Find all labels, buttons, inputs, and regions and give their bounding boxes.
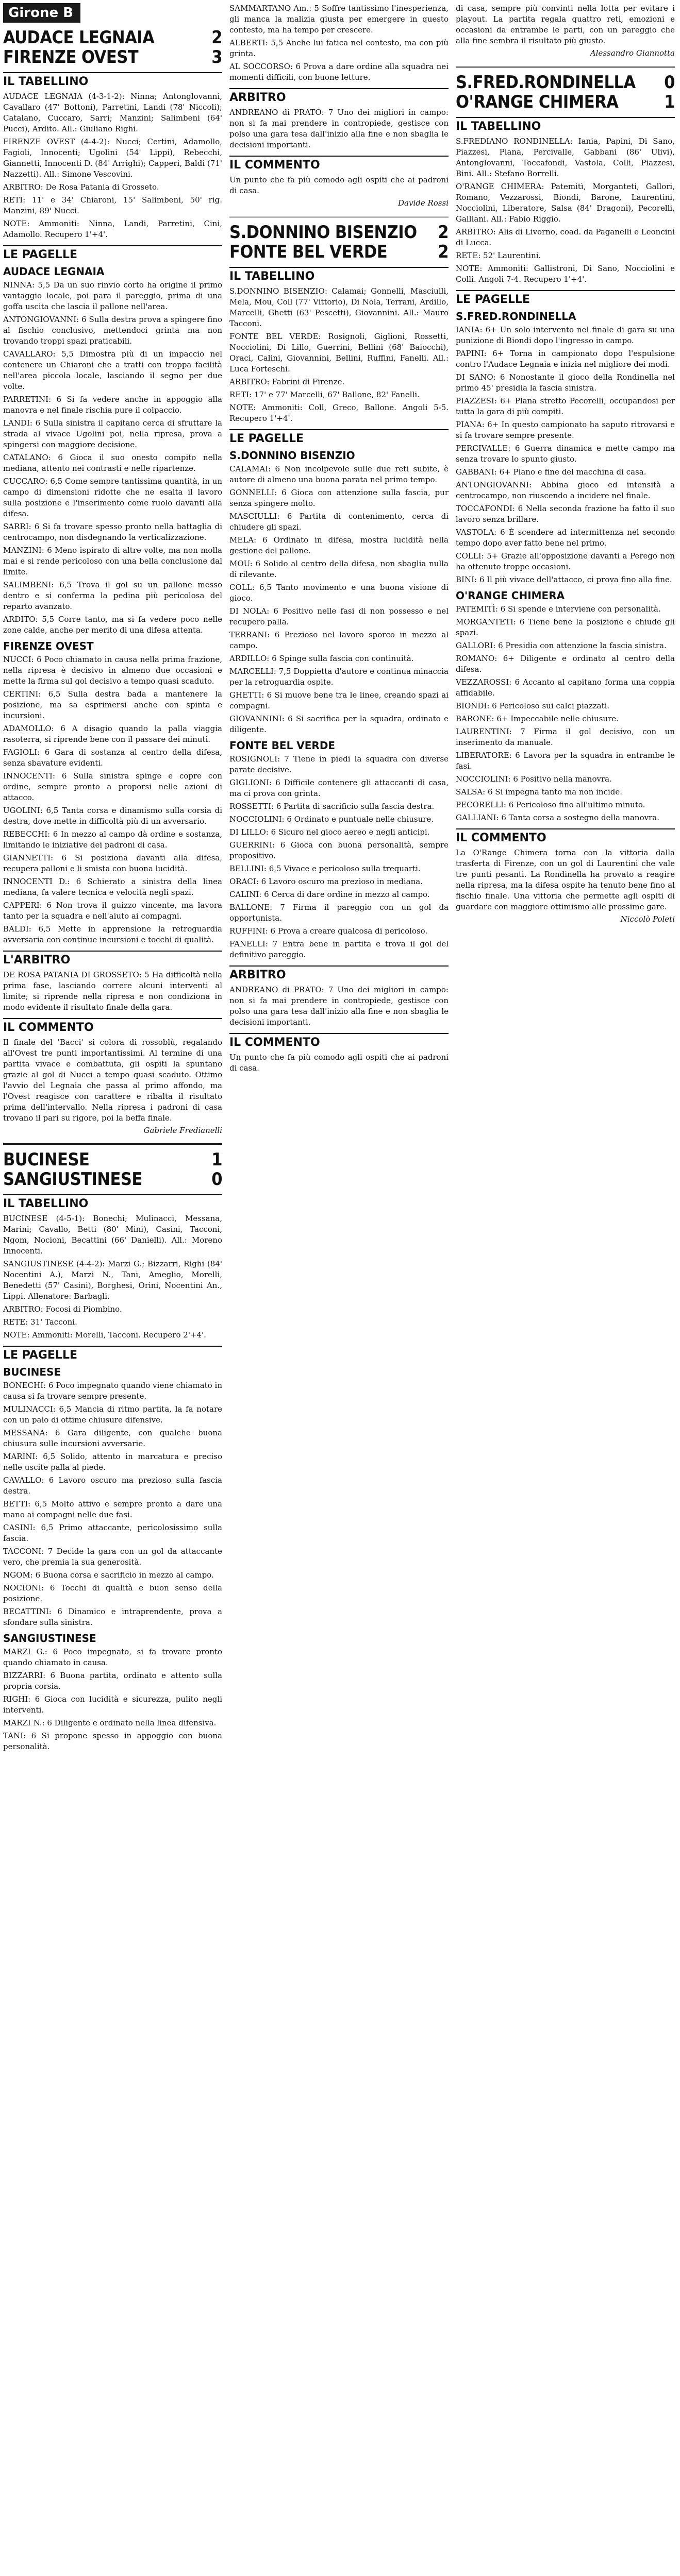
section-title: LE PAGELLE — [456, 290, 675, 306]
text-paragraph: BALLONE: 7 Firma il pareggio con un gol da opportunista. — [229, 903, 449, 923]
comment-text: Il finale del 'Bacci' si colora di rossoblù, regalando all'Ovest tre punti importantissimi. Al termine di una partita vivace e combattuta, gli ospiti la spuntano grazie al gol di Nucci a tempo quasi scaduto. Ottimo l'avvio del Legnaia che passa al primo affondo, ma l'Ovest reagisce con carattere e ribalta il risultato prima dell'intervallo. Nella ripresa i padroni di casa trovano il pari su rigore, poi la beffa finale. — [3, 1038, 222, 1123]
text-paragraph: DI NOLA: 6 Positivo nelle fasi di non possesso e nel recupero palla. — [229, 606, 449, 626]
team-heading: BUCINESE — [3, 1366, 61, 1378]
text-paragraph: NOTE: Ammoniti: Gallistroni, Di Sano, Nocciolini e Colli. Angoli 7-4. Recupero 1'+4'. — [456, 264, 675, 284]
author-signature: Davide Rossi — [397, 198, 449, 208]
text-paragraph: ARBITRO: Alis di Livorno, coad. da Paganelli e Leoncini di Lucca. — [456, 227, 675, 247]
section-title: IL TABELLINO — [229, 267, 449, 283]
text-paragraph: GHETTI: 6 Si muove bene tra le linee, creando spazi ai compagni. — [229, 690, 449, 710]
text-paragraph: MASCIULLI: 6 Partita di contenimento, cerca di chiudere gli spazi. — [229, 512, 449, 532]
text-paragraph: VASTOLA: 6 È scendere ad intermittenza nel secondo tempo dopo aver fatto bene nel primo. — [456, 528, 675, 548]
text-paragraph: CALAMAI: 6 Non incolpevole sulle due reti subite, è autore di almeno una buona parata nel primo tempo. — [229, 464, 449, 484]
text-paragraph: RETI: 11' e 34' Chiaroni, 15' Salimbeni, 50' rig. Manzini, 89' Nucci. — [3, 195, 222, 215]
home-score: 1 — [211, 1149, 222, 1170]
match-result — [3, 1150, 222, 1189]
away-score: 2 — [438, 242, 449, 262]
referee-text: ANDREANO di PRATO: 7 Uno dei migliori in campo: non si fa mai prendere in contropiede, gestisce con polso una gara tesa dall'inizio alla fine e non sbaglia le decisioni importanti. — [229, 985, 449, 1027]
player-ratings — [456, 604, 675, 823]
text-paragraph: LAURENTINI: 7 Firma il gol decisivo, con un inserimento da manuale. — [456, 727, 675, 747]
tabellino — [3, 91, 222, 240]
player-ratings — [229, 464, 449, 735]
comment-text: La O'Range Chimera torna con la vittoria dalla trasferta di Firenze, con un gol di Laurentini che vale tre punti pesanti. La Rondinella ha provato a reagire nella ripresa, ma la difesa ospite ha tenuto bene fino al fischio finale. Una vittoria che permette agli ospiti di guardare con maggiore ottimismo alle prossime gare. — [456, 848, 675, 911]
text-paragraph: ANTONGIOVANNI: Abbina gioco ed intensità a centrocampo, non riuscendo a incidere nel finale. — [456, 480, 675, 500]
text-paragraph: RIGHI: 6 Gioca con lucidità e sicurezza, pulito negli interventi. — [3, 1694, 222, 1715]
text-paragraph: MESSANA: 6 Gara diligente, con qualche buona chiusura sulle incursioni avversarie. — [3, 1428, 222, 1448]
text-paragraph: SARRI: 6 Si fa trovare spesso pronto nella battaglia di centrocampo, non disdegnando la verticalizzazione. — [3, 522, 222, 542]
match-away-row — [3, 47, 222, 67]
text-paragraph: MARCELLI: 7,5 Doppietta d'autore e continua minaccia per la retroguardia ospite. — [229, 667, 449, 687]
text-paragraph: CAVALLO: 6 Lavoro oscuro ma prezioso sulla fascia destra. — [3, 1476, 222, 1496]
text-paragraph: NOCCIOLINI: 6 Positivo nella manovra. — [456, 774, 612, 784]
section-title: LE PAGELLE — [3, 1346, 222, 1362]
text-paragraph: REBECCHI: 6 In mezzo al campo dà ordine e sostanza, limitando le iniziative dei padroni di casa. — [3, 829, 222, 850]
tabellino — [229, 286, 449, 424]
away-score: 0 — [211, 1169, 222, 1190]
home-team: BUCINESE — [3, 1149, 90, 1170]
text-paragraph: PAPINI: 6+ Torna in campionato dopo l'espulsione contro l'Audace Legnaia e inizia nel migliore dei modi. — [456, 349, 675, 369]
match-home-row — [456, 73, 675, 92]
separator — [456, 66, 675, 67]
text-paragraph: DI SANO: 6 Nonostante il gioco della Rondinella nel primo 45' presidia la fascia sinistra. — [456, 372, 675, 393]
player-ratings — [3, 654, 222, 945]
text-paragraph: ROMANO: 6+ Diligente e ordinato al centro della difesa. — [456, 654, 675, 674]
text-paragraph: BELLINI: 6,5 Vivace e pericoloso sulla trequarti. — [229, 864, 421, 873]
text-paragraph: ARBITRO: Focosi di Piombino. — [3, 1304, 122, 1314]
match-away-row — [456, 92, 675, 112]
text-paragraph: FANELLI: 7 Entra bene in partita e trova il gol del definitivo pareggio. — [229, 939, 449, 959]
section-title: IL TABELLINO — [3, 1194, 222, 1210]
text-paragraph: MULINACCI: 6,5 Mancia di ritmo partita, la fa notare con un paio di ottime chiusure difensive. — [3, 1404, 222, 1425]
section-title: IL COMMENTO — [229, 156, 449, 172]
text-paragraph: BALDI: 6,5 Mette in apprensione la retroguardia avversaria con continue incursioni e tocchi di qualità. — [3, 924, 222, 944]
text-paragraph: COLL: 6,5 Tanto movimento e una buona visione di gioco. — [229, 583, 449, 603]
text-paragraph: COLLI: 5+ Grazie all'opposizione davanti a Perego non ha ottenuto troppe occasioni. — [456, 551, 675, 571]
newspaper-page — [3, 3, 677, 2576]
text-paragraph: BARONE: 6+ Impeccabile nelle chiusure. — [456, 714, 619, 723]
text-paragraph: IANIA: 6+ Un solo intervento nel finale di gara su una punizione di Biondi dopo l'ingresso in campo. — [456, 325, 675, 345]
girone-label: Girone B — [3, 3, 80, 23]
text-paragraph: NOCCIOLINI: 6 Ordinato e puntuale nelle chiusure. — [229, 815, 434, 824]
text-paragraph: NGOM: 6 Buona corsa e sacrificio in mezzo al campo. — [3, 1570, 214, 1580]
home-score: 2 — [211, 27, 222, 48]
text-paragraph: CASINI: 6,5 Primo attaccante, pericolosissimo sulla fascia. — [3, 1523, 222, 1543]
text-paragraph: RUFFINI: 6 Prova a creare qualcosa di pericoloso. — [229, 926, 428, 936]
text-paragraph: MOU: 6 Solido al centro della difesa, non sbaglia nulla di rilevante. — [229, 559, 449, 579]
text-paragraph: CALINI: 6 Cerca di dare ordine in mezzo al campo. — [229, 890, 430, 899]
author-signature: Gabriele Fredianelli — [143, 1126, 222, 1135]
section-title: ARBITRO — [229, 965, 449, 981]
text-paragraph: MARINI: 6,5 Solido, attento in marcatura e preciso nelle uscite palla al piede. — [3, 1452, 222, 1472]
section-title: IL COMMENTO — [456, 828, 675, 844]
text-paragraph: ARBITRO: Fabrini di Firenze. — [229, 377, 345, 386]
text-paragraph: S.DONNINO BISENZIO: Calamai; Gonnelli, Masciulli, Mela, Mou, Coll (77' Vittorio), Di Nola, Terrani, Ardillo, Marcelli, Ghetti (63' Pescetti), Giovannini. All.: Mauro Tacconi. — [229, 286, 449, 328]
team-heading: S.DONNINO BISENZIO — [229, 449, 355, 462]
text-paragraph: MELA: 6 Ordinato in difesa, mostra lucidità nella gestione del pallone. — [229, 535, 449, 555]
column-1 — [3, 3, 222, 2576]
comment-text: Un punto che fa più comodo agli ospiti che ai padroni di casa. — [229, 1053, 449, 1073]
separator — [3, 1143, 222, 1145]
text-paragraph: ADAMOLLO: 6 A disagio quando la palla viaggia rasoterra, si riprende bene con il passare dei minuti. — [3, 724, 222, 744]
match-away-row — [229, 242, 449, 262]
player-ratings — [3, 1380, 222, 1628]
separator — [229, 216, 449, 217]
home-team: S.FRED.RONDINELLA — [456, 72, 636, 93]
home-score: 0 — [664, 72, 675, 93]
home-team: AUDACE LEGNAIA — [3, 27, 155, 48]
away-team: O'RANGE CHIMERA — [456, 92, 619, 112]
text-paragraph: ALBERTI: 5,5 Anche lui fatica nel contesto, ma con più grinta. — [229, 38, 449, 58]
player-ratings — [456, 325, 675, 585]
text-paragraph: PATEMITÌ: 6 Si spende e interviene con personalità. — [456, 604, 661, 614]
text-paragraph: TACCONI: 7 Decide la gara con un gol da attaccante vero, che premia la sua generosità. — [3, 1547, 222, 1567]
team-heading: FONTE BEL VERDE — [229, 739, 336, 752]
away-team: FONTE BEL VERDE — [229, 242, 388, 262]
away-team: FIRENZE OVEST — [3, 47, 139, 67]
home-team: S.DONNINO BISENZIO — [229, 222, 417, 243]
text-paragraph: FIRENZE OVEST (4-4-2): Nucci; Certini, Adamollo, Fagioli, Innocenti; Ugolini (54' Lippi), Rebecchi, Giannetti, Innocenti D. (84' Arrighi); Capperi, Baldi (71' Nazzetti). All.: Simone Vescovini. — [3, 137, 222, 179]
text-paragraph: RETE: 52' Laurentini. — [456, 251, 541, 260]
text-paragraph: INNOCENTI: 6 Sulla sinistra spinge e copre con ordine, sempre pronto a proporsi nelle azioni di attacco. — [3, 771, 222, 802]
player-ratings — [3, 280, 222, 636]
text-paragraph: MARZI N.: 6 Diligente e ordinato nella linea difensiva. — [3, 1718, 217, 1727]
text-paragraph: GIOVANNINI: 6 Si sacrifica per la squadra, ordinato e diligente. — [229, 714, 449, 734]
column-3 — [456, 3, 675, 2576]
text-paragraph: RETE: 31' Tacconi. — [3, 1317, 77, 1327]
team-heading: AUDACE LEGNAIA — [3, 265, 105, 278]
text-paragraph: PARRETINI: 6 Si fa vedere anche in appoggio alla manovra e nel finale rischia pure il colpaccio. — [3, 395, 222, 415]
text-paragraph: CAVALLARO: 5,5 Dimostra più di un impaccio nel contenere un Chiaroni che a tratti con troppa facilità nell'area piccola locale, lasciando il segno per due volte. — [3, 349, 222, 391]
text-paragraph: UGOLINI: 6,5 Tanta corsa e dinamismo sulla corsia di destra, dove mette in difficoltà più di un avversario. — [3, 806, 222, 826]
text-paragraph: BONECHI: 6 Poco impegnato quando viene chiamato in causa si fa trovare sempre presente. — [3, 1381, 222, 1401]
text-paragraph: BINI: 6 Il più vivace dell'attacco, ci prova fino alla fine. — [456, 575, 672, 584]
comment-text: Un punto che fa più comodo agli ospiti che ai padroni di casa. — [229, 175, 449, 195]
referee-text: DE ROSA PATANIA DI GROSSETO: 5 Ha difficoltà nella prima fase, lasciando correre alcuni interventi al limite; si riprende nella ripresa e non condiziona in modo evidente il risultato finale della gara. — [3, 970, 222, 1012]
match-result — [456, 73, 675, 112]
text-paragraph: CATALANO: 6 Gioca il suo onesto compito nella mediana, attento nei contrasti e nelle ripartenze. — [3, 453, 222, 473]
text-paragraph: FAGIOLI: 6 Gara di sostanza al centro della difesa, senza sbavature evidenti. — [3, 748, 222, 768]
text-paragraph: TOCCAFONDI: 6 Nella seconda frazione ha fatto il suo lavoro senza brillare. — [456, 504, 675, 524]
text-paragraph: DI LILLO: 6 Sicuro nel gioco aereo e negli anticipi. — [229, 827, 430, 837]
section-title: IL COMMENTO — [229, 1033, 449, 1049]
text-paragraph: GALLIANI: 6 Tanta corsa a sostegno della manovra. — [456, 813, 659, 822]
text-paragraph: NOTE: Ammoniti: Morelli, Tacconi. Recupero 2'+4'. — [3, 1330, 206, 1340]
match-home-row — [3, 1150, 222, 1170]
text-paragraph: PECORELLI: 6 Pericoloso fino all'ultimo minuto. — [456, 800, 645, 809]
column-2 — [229, 3, 449, 2576]
text-paragraph: TERRANI: 6 Prezioso nel lavoro sporco in mezzo al campo. — [229, 630, 449, 650]
text-paragraph: SALSA: 6 Si impegna tanto ma non incide. — [456, 787, 623, 796]
text-paragraph: ORACI: 6 Lavoro oscuro ma prezioso in mediana. — [229, 877, 423, 886]
section-title: IL TABELLINO — [3, 72, 222, 88]
section-title: IL TABELLINO — [456, 117, 675, 133]
match-result — [3, 28, 222, 67]
team-heading: SANGIUSTINESE — [3, 1632, 96, 1645]
text-paragraph: SANGIUSTINESE (4-4-2): Marzi G.; Bizzarri, Righi (84' Nocentini A.), Marzi N., Tani, Ameglio, Morelli, Benedetti (57' Casini), Borghesi, Orini, Nocentini An., Lippi. Allenatore: Barbagli. — [3, 1259, 222, 1301]
tabellino — [456, 136, 675, 285]
text-paragraph: GALLORI: 6 Presidia con attenzione la fascia sinistra. — [456, 641, 667, 650]
text-paragraph: FONTE BEL VERDE: Rosignoli, Giglioni, Rossetti, Nocciolini, Di Lillo, Guerrini, Bellini (68' Baiocchi), Oraci, Calini, Giovannini, Bellini, Ruffini, Fanelli. All.: Luca Forteschi. — [229, 332, 449, 374]
referee-text: ANDREANO di PRATO: 7 Uno dei migliori in campo: non si fa mai prendere in contropiede, gestisce con polso una gara tesa dall'inizio alla fine e non sbaglia le decisioni importanti. — [229, 108, 449, 149]
player-ratings — [3, 1647, 222, 1752]
text-paragraph: NOTE: Ammoniti: Ninna, Landi, Parretini, Cini, Adamollo. Recupero 1'+4'. — [3, 219, 222, 239]
away-score: 3 — [211, 47, 222, 67]
text-paragraph: CERTINI: 6,5 Sulla destra bada a mantenere la posizione, ma sa esprimersi anche con spinta e incursioni. — [3, 689, 222, 720]
text-paragraph: ARDITO: 5,5 Corre tanto, ma si fa vedere poco nelle zone calde, anche per merito di una difesa attenta. — [3, 615, 222, 635]
text-paragraph: SALIMBENI: 6,5 Trova il gol su un pallone messo dentro e si conferma la pedina più pericolosa del reparto avanzato. — [3, 580, 222, 611]
text-paragraph: GIANNETTI: 6 Si posiziona davanti alla difesa, recupera palloni e li smista con buona lucidità. — [3, 853, 222, 873]
text-paragraph: AL SOCCORSO: 6 Prova a dare ordine alla squadra nei momenti difficili, con buone letture. — [229, 62, 449, 82]
section-title: L'ARBITRO — [3, 951, 222, 967]
text-paragraph: TANI: 6 Si propone spesso in appoggio con buona personalità. — [3, 1731, 222, 1751]
text-paragraph: GUERRINI: 6 Gioca con buona personalità, sempre propositivo. — [229, 840, 449, 860]
text-paragraph: ANTONGIOVANNI: 6 Sulla destra prova a spingere fino al fischio conclusivo, mettendoci grinta ma non trovando troppi spazi praticabili. — [3, 315, 222, 346]
text-paragraph: MANZINI: 6 Meno ispirato di altre volte, ma non molla mai e si rende pericoloso con una bella conclusione dal limite. — [3, 546, 222, 577]
team-heading: S.FRED.RONDINELLA — [456, 310, 576, 323]
text-paragraph: LIBERATORE: 6 Lavora per la squadra in entrambe le fasi. — [456, 751, 675, 771]
text-paragraph: AUDACE LEGNAIA (4-3-1-2): Ninna; Antonglovanni, Cavallaro (47' Bottoni), Parretini, Landi (78' Niccoli); Catalano, Cuccaro, Sarri; Manzini; Salimbeni (64' Pucci), Ardito. All.: Giuliano Righi. — [3, 92, 222, 133]
team-heading: FIRENZE OVEST — [3, 640, 94, 652]
text-paragraph: ARDILLO: 6 Spinge sulla fascia con continuità. — [229, 654, 414, 663]
team-heading: O'RANGE CHIMERA — [456, 589, 565, 602]
author-signature: Niccolò Poleti — [620, 914, 675, 924]
text-paragraph: CAPPERI: 6 Non trova il guizzo vincente, ma lavora tanto per la squadra e nell'aiuto ai compagni. — [3, 901, 222, 921]
text-paragraph: PIANA: 6+ In questo campionato ha saputo ritrovarsi e si fa trovare sempre presente. — [456, 420, 675, 440]
text-paragraph: PERCIVALLE: 6 Guerra dinamica e mette campo ma senza trovare lo spunto giusto. — [456, 444, 675, 464]
text-paragraph: NINNA: 5,5 Da un suo rinvio corto ha origine il primo vantaggio locale, poi para il pareggio, prima di una goffa uscita che lascia il pallone nell'area. — [3, 280, 222, 311]
text-paragraph: BECATTINI: 6 Dinamico e intraprendente, prova a sfondare sulla sinistra. — [3, 1607, 222, 1627]
text-paragraph: VEZZAROSSI: 6 Accanto al capitano forma una coppia affidabile. — [456, 677, 675, 698]
text-paragraph: CUCCARO: 6,5 Come sempre tantissima quantità, in un campo di dimensioni ridotte che ne esalta il lavoro sulla posizione e l'inserimento come ruolo davanti alla difesa. — [3, 477, 222, 518]
author-signature: Alessandro Giannotta — [590, 48, 675, 58]
text-paragraph: NUCCI: 6 Poco chiamato in causa nella prima frazione, nella ripresa è decisivo in almeno due occasioni e mette la firma sul gol decisivo a tempo quasi scaduto. — [3, 655, 222, 686]
tabellino — [3, 1213, 222, 1341]
text-paragraph: SAMMARTANO Am.: 5 Soffre tantissimo l'inesperienza, gli manca la malizia giusta per emergere in questo contesto, ma ha tempo per crescere. — [229, 4, 449, 35]
home-score: 2 — [438, 222, 449, 243]
text-paragraph: NOTE: Ammoniti: Coll, Greco, Ballone. Angoli 5-5. Recupero 1'+4'. — [229, 403, 449, 423]
text-paragraph: BETTI: 6,5 Molto attivo e sempre pronto a dare una mano ai compagni nelle due fasi. — [3, 1499, 222, 1519]
away-score: 1 — [664, 92, 675, 112]
text-paragraph: O'RANGE CHIMERA: Patemitì, Morganteti, Gallori, Romano, Vezzarossi, Biondi, Barone, Laurentini, Nocciolini, Liberatore, Salsa (84' Dragoni), Pecorelli, Galliani. All.: Fabio Riggio. — [456, 182, 675, 224]
text-paragraph: ARBITRO: De Rosa Patania di Grosseto. — [3, 182, 159, 192]
text-paragraph: ROSSETTI: 6 Partita di sacrificio sulla fascia destra. — [229, 802, 435, 811]
text-paragraph: BIZZARRI: 6 Buona partita, ordinato e attento sulla propria corsia. — [3, 1671, 222, 1691]
text-paragraph: GIGLIONI: 6 Difficile contenere gli attaccanti di casa, ma ci prova con grinta. — [229, 778, 449, 798]
text-paragraph: MORGANTETI: 6 Tiene bene la posizione e chiude gli spazi. — [456, 617, 675, 637]
text-paragraph: BIONDI: 6 Pericoloso sui calci piazzati. — [456, 701, 610, 710]
match-home-row — [3, 28, 222, 47]
section-title: LE PAGELLE — [3, 245, 222, 261]
text-paragraph: INNOCENTI D.: 6 Schierato a sinistra della linea mediana, fa valere tecnica e velocità negli spazi. — [3, 877, 222, 897]
text-paragraph: PIAZZESI: 6+ Plana stretto Pecorelli, occupandosi per tutta la gara di più compiti. — [456, 396, 675, 416]
continued-comment: di casa, sempre più convinti nella lotta per evitare i playout. La partita regala quattro reti, emozioni e occasioni da entrambe le parti, con un pareggio che alla fine sembra il risultato più giusto. — [456, 4, 675, 45]
section-title: IL COMMENTO — [3, 1018, 222, 1034]
match-home-row — [229, 223, 449, 242]
text-paragraph: GONNELLI: 6 Gioca con attenzione sulla fascia, pur senza spingere molto. — [229, 488, 449, 508]
player-ratings — [229, 754, 449, 960]
away-team: SANGIUSTINESE — [3, 1169, 142, 1190]
text-paragraph: GABBANI: 6+ Piano e fine del macchina di casa. — [456, 467, 646, 477]
text-paragraph: LANDI: 6 Sulla sinistra il capitano cerca di sfruttare la strada al vivace Ugolini poi, nella ripresa, prova a spingersi con maggiore decisione. — [3, 418, 222, 449]
text-paragraph: RETI: 17' e 77' Marcelli, 67' Ballone, 82' Fanelli. — [229, 390, 420, 399]
text-paragraph: NOCIONI: 6 Tocchi di qualità e buon senso della posizione. — [3, 1583, 222, 1603]
section-title: ARBITRO — [229, 88, 449, 104]
text-paragraph: BUCINESE (4-5-1): Bonechi; Mulinacci, Messana, Marini; Cavallo, Betti (80' Mini), Casini, Tacconi, Ngom, Nocioni, Becattini (66' Danielli). All.: Moreno Innocenti. — [3, 1214, 222, 1256]
text-paragraph: ROSIGNOLI: 7 Tiene in piedi la squadra con diverse parate decisive. — [229, 754, 449, 774]
match-result — [229, 223, 449, 262]
continued-ratings — [229, 3, 449, 83]
match-away-row — [3, 1170, 222, 1189]
text-paragraph: MARZI G.: 6 Poco impegnato, si fa trovare pronto quando chiamato in causa. — [3, 1647, 222, 1667]
section-title: LE PAGELLE — [229, 429, 449, 445]
text-paragraph: S.FREDIANO RONDINELLA: Iania, Papini, Di Sano, Piazzesi, Piana, Percivalle, Gabbani (86' Ulivi), Antonglovanni, Toccafondi, Vastola, Colli, Piazzesi, Bini. All.: Stefano Borrelli. — [456, 137, 675, 178]
